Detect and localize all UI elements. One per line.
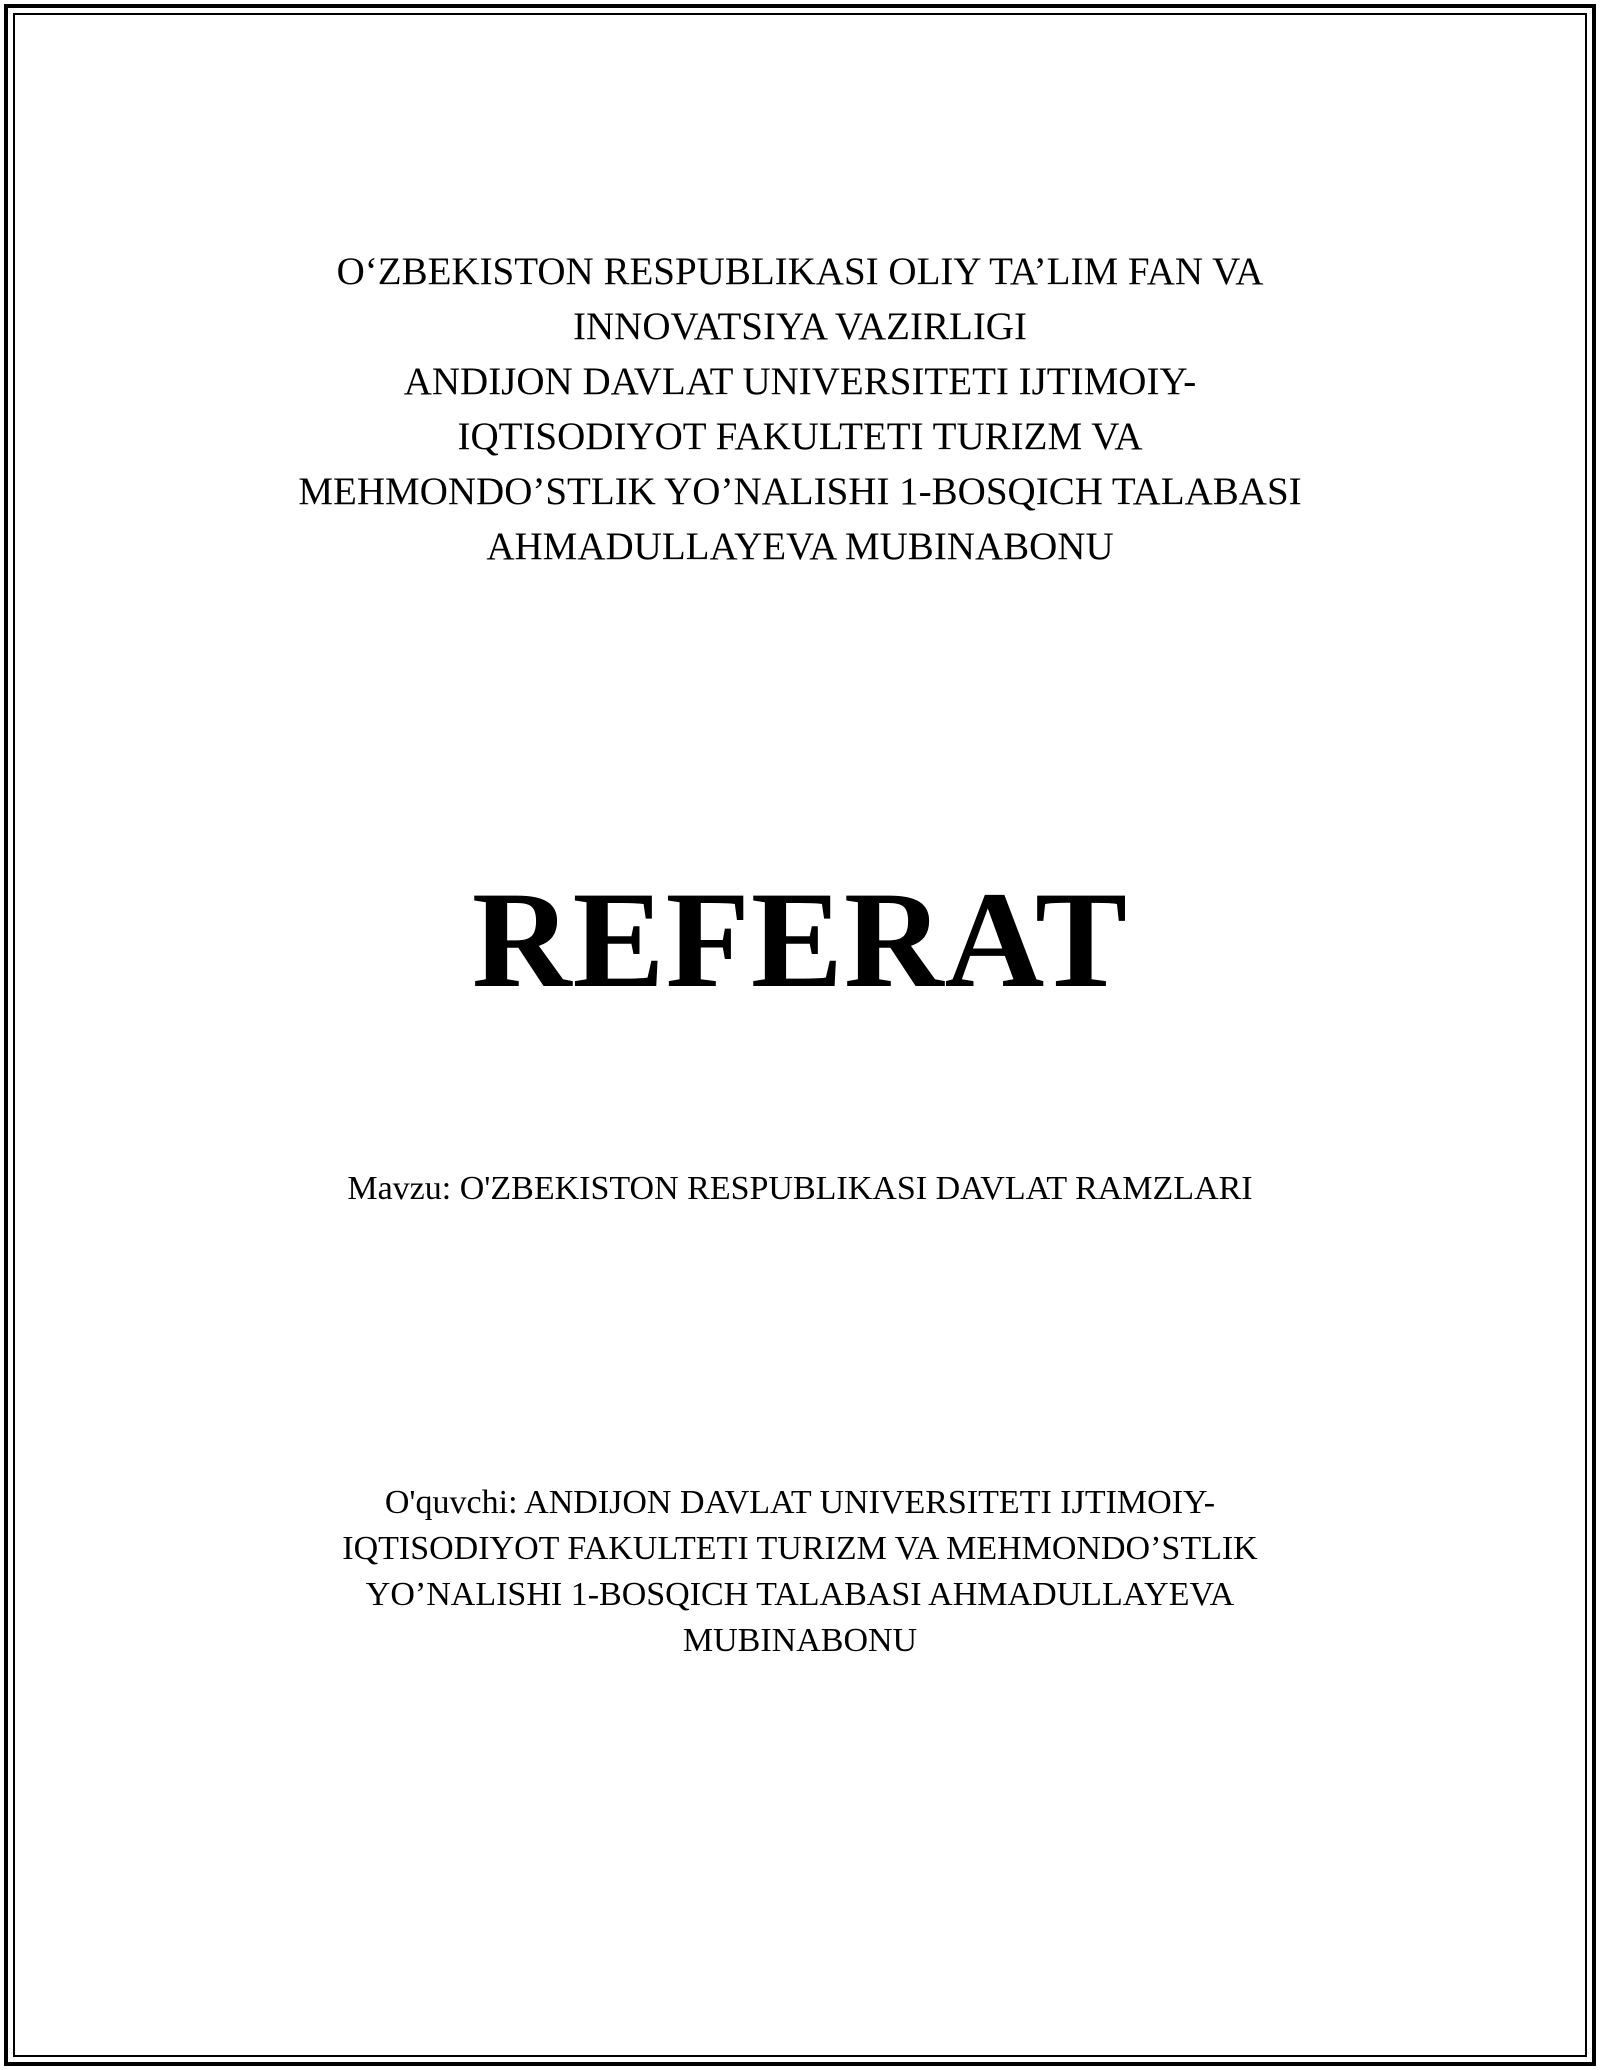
student-line: YO’NALISHI 1-BOSQICH TALABASI AHMADULLAYEVA [365, 1576, 1235, 1613]
institution-header [0, 244, 1600, 574]
header-line: INNOVATSIYA VAZIRLIGI [573, 305, 1027, 348]
student-info [0, 1480, 1600, 1664]
topic-line: Mavzu: O'ZBEKISTON RESPUBLIKASI DAVLAT RAMZLARI [347, 1170, 1253, 1207]
header-line: AHMADULLAYEVA MUBINABONU [486, 525, 1114, 568]
header-line: IQTISODIYOT FAKULTETI TURIZM VA [457, 415, 1143, 458]
header-line: O‘ZBEKISTON RESPUBLIKASI OLIY TA’LIM FAN VA [336, 250, 1264, 293]
header-line: MEHMONDO’STLIK YO’NALISHI 1-BOSQICH TALABASI [298, 470, 1302, 513]
header-line: ANDIJON DAVLAT UNIVERSITETI IJTIMOIY- [403, 360, 1197, 403]
student-line: IQTISODIYOT FAKULTETI TURIZM VA MEHMONDO’STLIK [342, 1530, 1258, 1567]
student-line: O'quvchi: ANDIJON DAVLAT UNIVERSITETI IJTIMOIY- [384, 1484, 1216, 1521]
topic-section [0, 1164, 1600, 1214]
document-title: REFERAT [471, 863, 1129, 1016]
title-section [0, 860, 1600, 1020]
student-line: MUBINABONU [682, 1622, 918, 1659]
